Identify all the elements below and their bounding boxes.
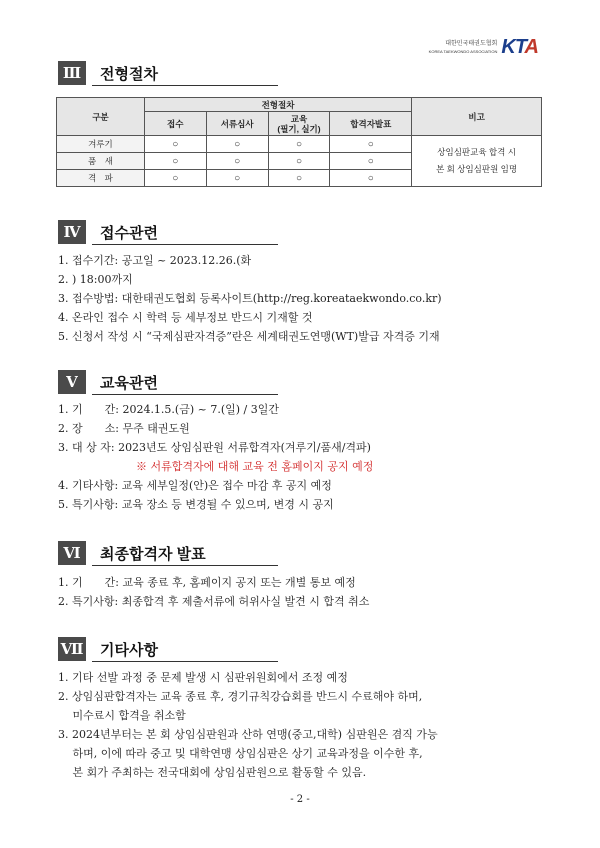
list-item: 1. 기 간: 교육 종료 후, 홈페이지 공지 또는 개별 통보 예정 (58, 576, 356, 589)
section-header-5 (58, 370, 158, 394)
logo-mark-a: A (524, 36, 538, 58)
row-label: 격 파 (57, 170, 145, 187)
cell-mark: ○ (268, 153, 330, 170)
section-rule (92, 244, 278, 245)
row-label: 겨루기 (57, 136, 145, 153)
row-label: 품 새 (57, 153, 145, 170)
cell-mark: ○ (206, 153, 268, 170)
header-education: 교육 (필기, 실기) (268, 112, 330, 136)
section-header-3 (58, 61, 158, 85)
education-list (58, 400, 373, 514)
list-item: 3. 접수방법: 대한태권도협회 등록사이트(http://reg.koreataekwondo.co.kr) (58, 292, 442, 305)
section-title: 최종합격자 발표 (100, 545, 206, 563)
list-item: 2. ) 18:00까지 (58, 273, 133, 286)
section-rule (92, 85, 278, 86)
list-item: 2. 장 소: 무주 태권도원 (58, 422, 190, 435)
section-title: 전형절차 (100, 65, 158, 83)
logo-mark-t: T (514, 36, 525, 58)
header-doc-review: 서류심사 (206, 112, 268, 136)
section-number: Ⅵ (58, 541, 86, 565)
header-pass-announce: 합격자발표 (330, 112, 412, 136)
list-item: 4. 기타사항: 교육 세부일정(안)은 접수 마감 후 공지 예정 (58, 479, 332, 492)
list-item: 5. 신청서 작성 시 “국제심판자격증”란은 세계태권도연맹(WT)발급 자격증 기재 (58, 330, 440, 343)
list-item: 1. 기타 선발 과정 중 문제 발생 시 심판위원회에서 조정 예정 (58, 671, 348, 684)
list-item: 하며, 이에 따라 중고 및 대학연맹 상임심판은 상기 교육과정을 이수한 후, (58, 747, 423, 760)
red-notice: ※ 서류합격자에 대해 교육 전 홈페이지 공지 예정 (136, 460, 374, 473)
note-cell: 상임심판교육 합격 시 본 회 상임심판원 임명 (412, 136, 542, 187)
final-announce-list (58, 573, 369, 611)
section-rule (92, 661, 278, 662)
list-item: 미수료시 합격을 취소함 (58, 709, 186, 722)
section-number: Ⅲ (58, 61, 86, 85)
section-rule (92, 565, 278, 566)
section-header-7 (58, 637, 158, 661)
cell-mark: ○ (268, 170, 330, 187)
cell-mark: ○ (144, 136, 206, 153)
cell-mark: ○ (144, 170, 206, 187)
header-procedure: 전형절차 (144, 98, 411, 112)
cell-mark: ○ (206, 170, 268, 187)
list-item: 1. 접수기간: 공고일 ~ 2023.12.26.(화 (58, 254, 252, 267)
kta-logo (429, 36, 538, 59)
list-item: 본 회가 주최하는 전국대회에 상임심판원으로 활동할 수 있음. (58, 766, 367, 779)
list-item: 1. 기 간: 2024.1.5.(금) ~ 7.(일) / 3일간 (58, 403, 279, 416)
section-title: 교육관련 (100, 374, 158, 392)
table-row (57, 136, 542, 153)
logo-mark-k: K (501, 36, 515, 58)
logo-org-name: 대한민국태권도협회 (445, 40, 498, 47)
logo-org-sub: KOREA TAEKWONDO ASSOCIATION (428, 48, 498, 54)
cell-mark: ○ (330, 170, 412, 187)
section-number: Ⅴ (58, 370, 86, 394)
list-item: 5. 특기사항: 교육 장소 등 변경될 수 있으며, 변경 시 공지 (58, 498, 334, 511)
cell-mark: ○ (144, 153, 206, 170)
section-title: 접수관련 (100, 224, 158, 242)
section-number: Ⅶ (58, 637, 86, 661)
cell-mark: ○ (330, 153, 412, 170)
cell-mark: ○ (268, 136, 330, 153)
list-item: 3. 2024년부터는 본 회 상임심판원과 산하 연맹(중고,대학) 심판원은 겸직 가능 (58, 728, 438, 741)
header-category: 구분 (57, 98, 145, 136)
selection-procedure-table (56, 97, 542, 187)
logo-org-text (429, 40, 498, 56)
header-receipt: 접수 (144, 112, 206, 136)
cell-mark: ○ (206, 136, 268, 153)
section-header-6 (58, 541, 206, 565)
section-rule (92, 394, 278, 395)
list-item: 3. 대 상 자: 2023년도 상임심판원 서류합격자(겨루기/품새/격파) (58, 441, 371, 454)
section-header-4 (58, 220, 158, 244)
cell-mark: ○ (330, 136, 412, 153)
section-number: Ⅳ (58, 220, 86, 244)
list-item: 2. 특기사항: 최종합격 후 제출서류에 허위사실 발견 시 합격 취소 (58, 595, 370, 608)
list-item: 4. 온라인 접수 시 학력 등 세부정보 반드시 기재할 것 (58, 311, 313, 324)
header-note: 비고 (412, 98, 542, 136)
list-item: 2. 상임심판합격자는 교육 종료 후, 경기규칙강습회를 반드시 수료해야 하며, (58, 690, 423, 703)
logo-mark (501, 36, 538, 59)
other-items-list (58, 668, 438, 782)
section-title: 기타사항 (100, 641, 158, 659)
page-number: - 2 - (290, 794, 310, 805)
receipt-list (58, 251, 442, 346)
